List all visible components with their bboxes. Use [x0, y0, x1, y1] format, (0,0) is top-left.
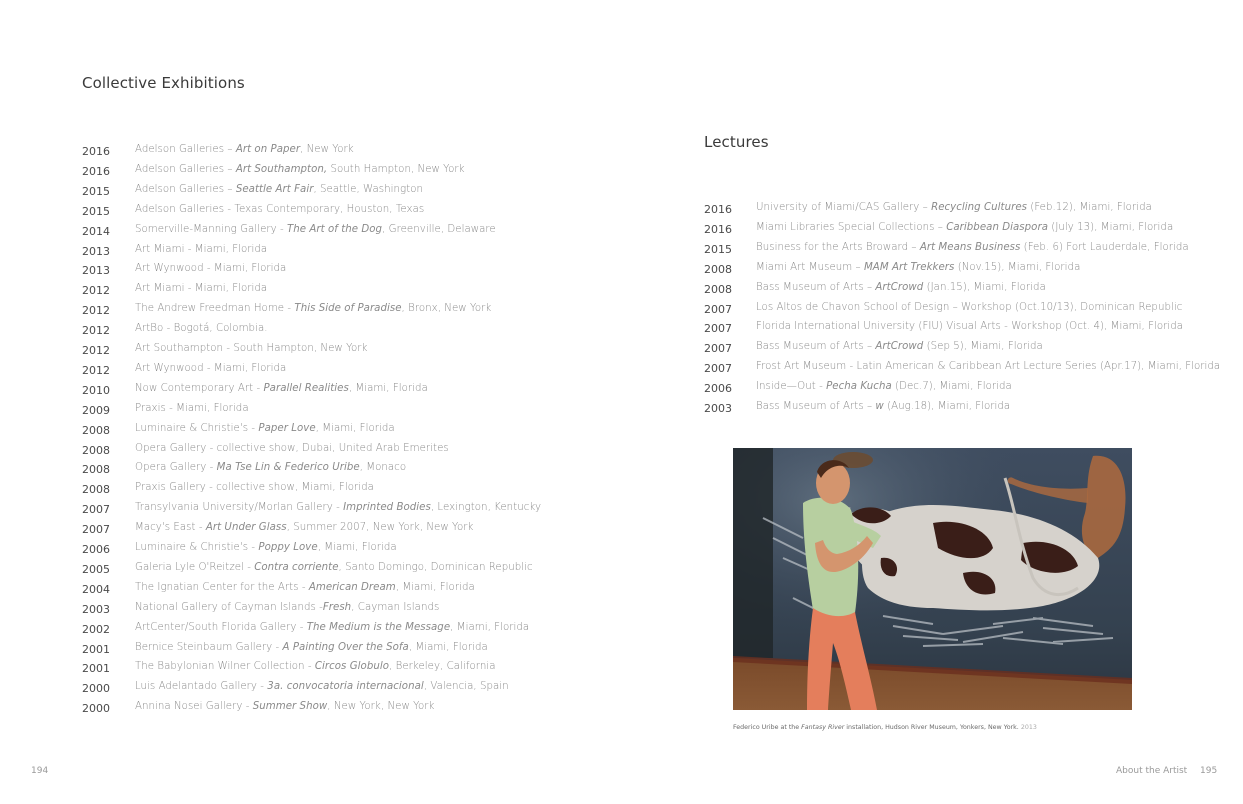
- entry-year: 2015: [82, 184, 110, 198]
- caption-text: Federico Uribe at the: [733, 724, 802, 731]
- entry-year: 2009: [82, 403, 110, 417]
- entry-text-segment: National Gallery of Cayman Islands -: [135, 601, 323, 613]
- entry-title-italic: Pecha Kucha: [826, 381, 892, 393]
- entry-year: 2012: [82, 363, 110, 377]
- collective-exhibitions-heading: Collective Exhibitions: [82, 74, 245, 92]
- entry-text: [135, 622, 529, 633]
- entry-title-italic: A Painting Over the Sofa: [282, 641, 409, 653]
- entry-text-segment: The Babylonian Wilner Collection -: [135, 661, 315, 673]
- entry-text-segment: , Monaco: [359, 462, 407, 474]
- entry-text: [135, 562, 533, 573]
- entry-title-italic: Imprinted Bodies: [343, 502, 431, 514]
- entry-year: 2014: [82, 224, 110, 238]
- entry-year: 2013: [82, 264, 110, 278]
- entry-year: 2007: [82, 503, 110, 517]
- entry-year: 2008: [704, 262, 732, 276]
- entry-text-segment: Florida International University (FIU) Visual Arts - Workshop (Oct. 4), Miami, Florida: [756, 321, 1184, 333]
- entry-text-segment: Luis Adelantado Gallery -: [135, 681, 268, 693]
- entry-text-segment: Somerville-Manning Gallery -: [135, 223, 288, 235]
- entry-text-segment: Adelson Galleries –: [135, 163, 236, 175]
- entry-text-segment: , Seattle, Washington: [313, 183, 424, 195]
- entry-text-segment: , New York, New York: [327, 701, 435, 713]
- entry-text-segment: , Miami, Florida: [395, 581, 475, 593]
- entry-text-segment: Macy's East -: [135, 522, 206, 534]
- entry-text-segment: South Hampton, New York: [327, 163, 465, 175]
- entry-text-segment: Frost Art Museum - Latin American & Caribbean Art Lecture Series (Apr.17), Miami, Florida: [756, 361, 1221, 373]
- artist-at-mural-photo: [733, 448, 1132, 710]
- entry-text: [756, 381, 1012, 392]
- entry-text: [135, 522, 473, 533]
- entry-text-segment: Bass Museum of Arts –: [756, 401, 876, 412]
- entry-text-segment: The Ignatian Center for the Arts -: [135, 581, 309, 593]
- lectures-heading: Lectures: [704, 133, 769, 151]
- entry-title-italic: Caribbean Diaspora: [946, 221, 1048, 233]
- entry-year: 2012: [82, 324, 110, 338]
- entry-text-segment: Bernice Steinbaum Gallery -: [135, 641, 283, 653]
- entry-text-segment: Inside—Out -: [756, 381, 827, 393]
- entry-text-segment: , Greenville, Delaware: [382, 223, 496, 235]
- entry-text-segment: Transylvania University/Morlan Gallery -: [135, 502, 344, 514]
- entry-year: 2008: [704, 282, 732, 296]
- entry-title-italic: Contra corriente: [254, 561, 339, 573]
- entry-text-segment: (July 13), Miami, Florida: [1048, 221, 1174, 233]
- entry-title-italic: Poppy Love: [258, 542, 318, 553]
- entry-text-segment: , Miami, Florida: [348, 382, 428, 394]
- entry-text-segment: , Miami, Florida: [315, 422, 395, 434]
- entry-text: [135, 681, 509, 692]
- entry-title-italic: Art Southampton,: [235, 163, 328, 175]
- running-head: About the Artist: [1116, 766, 1188, 776]
- entry-year: 2016: [704, 222, 732, 236]
- entry-title-italic: The Medium is the Message: [306, 621, 451, 633]
- entry-text-segment: Luminaire & Christie's -: [135, 422, 259, 434]
- entry-text: [756, 401, 1010, 412]
- entry-title-italic: Art Means Business: [919, 241, 1021, 253]
- entry-year: 2000: [82, 682, 110, 696]
- entry-text: [756, 361, 1220, 372]
- entry-text-segment: Art Miami - Miami, Florida: [135, 283, 268, 295]
- entry-title-italic: Parallel Realities: [263, 382, 349, 394]
- entry-title-italic: Ma Tse Lin & Federico Uribe: [216, 462, 360, 474]
- entry-text-segment: Art Southampton - South Hampton, New York: [135, 343, 368, 354]
- entry-text: [756, 262, 1080, 273]
- entry-year: 2003: [704, 402, 732, 415]
- entry-title-italic: Art on Paper: [235, 144, 301, 155]
- entry-text: [135, 283, 267, 294]
- entry-text-segment: , Summer 2007, New York, New York: [286, 522, 474, 534]
- entry-text-segment: University of Miami/CAS Gallery –: [756, 202, 932, 213]
- entry-text-segment: Bass Museum of Arts –: [756, 281, 876, 293]
- entry-text-segment: , Santo Domingo, Dominican Republic: [338, 561, 533, 573]
- entry-text-segment: Business for the Arts Broward –: [756, 241, 920, 253]
- entry-text-segment: Adelson Galleries –: [135, 183, 236, 195]
- entry-title-italic: 3a. convocatoria internacional: [267, 681, 424, 693]
- entry-title-italic: MAM Art Trekkers: [863, 261, 955, 273]
- entry-title-italic: Seattle Art Fair: [235, 183, 314, 195]
- entry-text-segment: , Miami, Florida: [317, 542, 397, 553]
- entry-text: [756, 282, 1046, 293]
- entry-year: 2007: [704, 302, 732, 316]
- entry-year: 2012: [82, 284, 110, 298]
- entry-text-segment: , Lexington, Kentucky: [430, 502, 542, 514]
- entry-text-segment: Miami Art Museum –: [756, 261, 864, 273]
- caption-artwork-title: Fantasy River: [801, 724, 845, 731]
- entry-year: 2008: [82, 483, 110, 497]
- entry-text: [135, 263, 286, 274]
- entry-text: [135, 443, 449, 454]
- entry-year: 2008: [82, 423, 110, 437]
- entry-text-segment: Praxis - Miami, Florida: [135, 402, 249, 414]
- entry-text: [135, 363, 286, 374]
- entry-text-segment: , New York: [300, 144, 354, 155]
- entry-text: [135, 661, 496, 672]
- entry-text: [135, 462, 406, 473]
- entry-year: 2006: [82, 543, 110, 556]
- entry-title-italic: Recycling Cultures: [931, 202, 1027, 213]
- entry-title-italic: Art Under Glass: [205, 522, 287, 534]
- entry-text-segment: Los Altos de Chavon School of Design – Workshop (Oct.10/13), Dominican Republic: [756, 301, 1183, 313]
- entry-year: 2006: [704, 382, 732, 396]
- entry-year: 2015: [704, 242, 732, 256]
- entry-title-italic: American Dream: [308, 581, 396, 593]
- entry-text-segment: , Bronx, New York: [401, 303, 492, 315]
- entry-text-segment: , Berkeley, California: [389, 661, 496, 673]
- entry-text: [756, 321, 1183, 332]
- entry-text-segment: Now Contemporary Art -: [135, 382, 264, 394]
- entry-text: [135, 164, 465, 175]
- entry-text-segment: , Cayman Islands: [351, 601, 440, 613]
- entry-title-italic: Circos Globulo: [314, 661, 390, 673]
- entry-text-segment: , Valencia, Spain: [423, 681, 509, 693]
- entry-text: [756, 341, 1043, 352]
- entry-year: 2001: [82, 642, 110, 656]
- entry-year: 2008: [82, 443, 110, 457]
- entry-year: 2015: [82, 204, 110, 218]
- entry-year: 2007: [82, 523, 110, 537]
- entry-year: 2000: [82, 702, 110, 716]
- entry-text: [135, 403, 249, 414]
- entry-text: [756, 242, 1189, 253]
- caption-location: installation, Hudson River Museum, Yonkers, New York.: [844, 724, 1019, 731]
- entry-title-italic: Summer Show: [252, 701, 328, 713]
- page-number-left: 194: [31, 766, 49, 776]
- entry-text: [135, 303, 491, 314]
- entry-text-segment: Miami Libraries Special Collections –: [756, 221, 947, 233]
- entry-text-segment: (Jan.15), Miami, Florida: [923, 281, 1046, 293]
- entry-text-segment: Art Wynwood - Miami, Florida: [135, 263, 287, 275]
- entry-year: 2003: [82, 602, 110, 616]
- entry-text-segment: Praxis Gallery - collective show, Miami, Florida: [135, 482, 374, 494]
- entry-title-italic: ArtCrowd: [875, 341, 924, 353]
- entry-title-italic: w: [875, 401, 884, 412]
- entry-title-italic: This Side of Paradise: [294, 303, 402, 315]
- entry-text: [135, 144, 354, 155]
- entry-text-segment: Opera Gallery -: [135, 462, 217, 474]
- entry-year: 2001: [82, 662, 110, 676]
- entry-text-segment: , Miami, Florida: [450, 621, 530, 633]
- entry-text-segment: Bass Museum of Arts –: [756, 341, 876, 353]
- entry-text: [756, 202, 1152, 213]
- entry-text: [135, 244, 267, 255]
- entry-text: [135, 542, 397, 553]
- entry-text-segment: (Feb.12), Miami, Florida: [1027, 202, 1152, 213]
- entry-year: 2007: [704, 362, 732, 376]
- entry-year: 2012: [82, 344, 110, 357]
- entry-year: 2008: [82, 463, 110, 477]
- entry-year: 2013: [82, 244, 110, 258]
- entry-year: 2004: [82, 582, 110, 596]
- entry-text: [135, 224, 496, 235]
- entry-text: [135, 383, 428, 394]
- entry-text: [135, 502, 541, 513]
- entry-text: [135, 582, 475, 593]
- entry-text: [135, 701, 435, 712]
- entry-text-segment: ArtBo - Bogotá, Colombia.: [135, 323, 268, 335]
- entry-text-segment: (Dec.7), Miami, Florida: [891, 381, 1012, 393]
- photo-caption: [733, 724, 1037, 731]
- entry-year: 2016: [82, 164, 110, 178]
- entry-year: 2016: [82, 145, 110, 158]
- entry-text-segment: The Andrew Freedman Home -: [135, 303, 295, 315]
- entry-text-segment: Adelson Galleries - Texas Contemporary, Houston, Texas: [135, 203, 425, 215]
- entry-year: 2010: [82, 383, 110, 397]
- entry-text: [756, 222, 1173, 233]
- entry-text: [135, 204, 424, 215]
- entry-year: 2007: [704, 322, 732, 336]
- entry-text: [135, 323, 268, 334]
- entry-text: [135, 602, 439, 613]
- entry-text: [135, 482, 374, 493]
- entry-title-italic: Paper Love: [258, 422, 316, 434]
- entry-text: [756, 302, 1182, 313]
- entry-text-segment: Annina Nosei Gallery -: [135, 701, 253, 713]
- entry-text-segment: Art Wynwood - Miami, Florida: [135, 362, 287, 374]
- entry-text-segment: (Sep 5), Miami, Florida: [923, 341, 1043, 353]
- entry-text-segment: (Nov.15), Miami, Florida: [954, 261, 1081, 273]
- entry-text: [135, 423, 395, 434]
- entry-text-segment: ArtCenter/South Florida Gallery -: [135, 621, 307, 633]
- entry-title-italic: ArtCrowd: [875, 281, 924, 293]
- entry-text-segment: Galeria Lyle O'Reitzel -: [135, 561, 255, 573]
- entry-text-segment: (Feb. 6) Fort Lauderdale, Florida: [1020, 241, 1189, 253]
- entry-title-italic: The Art of the Dog: [287, 223, 383, 235]
- caption-year: 2013: [1020, 724, 1037, 731]
- entry-text: [135, 642, 488, 653]
- entry-text-segment: Luminaire & Christie's -: [135, 542, 259, 553]
- entry-text-segment: , Miami, Florida: [408, 641, 488, 653]
- entry-text-segment: Opera Gallery - collective show, Dubai, United Arab Emerites: [135, 442, 449, 454]
- entry-text: [135, 343, 367, 354]
- entry-text-segment: Adelson Galleries –: [135, 144, 236, 155]
- entry-year: 2016: [704, 203, 732, 216]
- page-number-right: 195: [1200, 766, 1218, 776]
- entry-text-segment: (Aug.18), Miami, Florida: [883, 401, 1011, 412]
- entry-title-italic: Fresh: [322, 601, 352, 613]
- entry-text-segment: Art Miami - Miami, Florida: [135, 243, 268, 255]
- entry-year: 2002: [82, 622, 110, 636]
- entry-year: 2005: [82, 562, 110, 576]
- entry-year: 2007: [704, 342, 732, 356]
- entry-text: [135, 184, 423, 195]
- entry-year: 2012: [82, 304, 110, 318]
